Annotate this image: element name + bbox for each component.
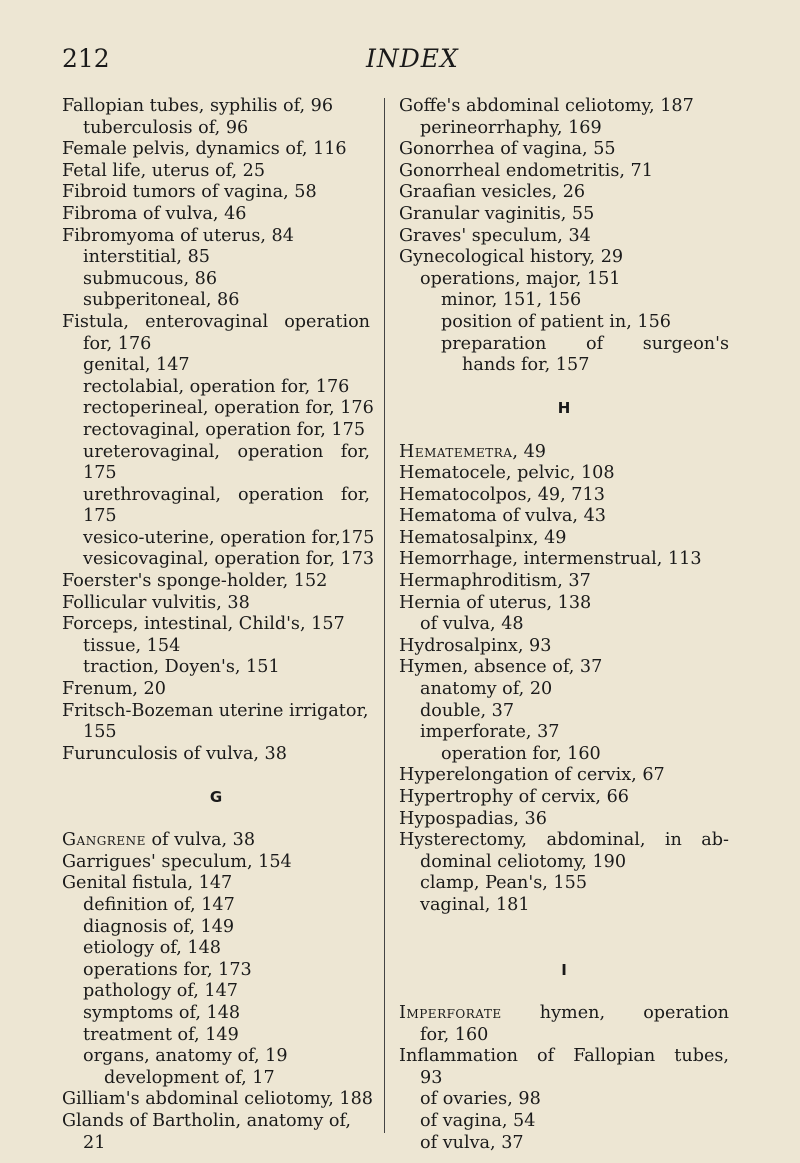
index-entry: Hematemetra, 49 [399,441,546,462]
index-entry: Hypertrophy of cervix, 66 [399,787,629,807]
index-subentry: diagnosis of, 149 [83,916,235,937]
section-letter-g: G [209,788,223,806]
index-subentry: anatomy of, 20 [420,679,553,700]
index-subentry: urethrovaginal, operation for, [83,484,370,505]
index-entry: Goffe's abdominal celiotomy, 187 [399,96,694,116]
index-subentry: rectoperineal, operation for, 176 [83,398,374,419]
index-subentry: operations for, 173 [83,959,252,980]
index-entry: Genital fistula, 147 [62,873,233,894]
index-subentry: rectovaginal, operation for, 175 [83,419,366,440]
index-subentry: for, 160 [420,1024,489,1045]
index-subentry: of vulva, 37 [420,1132,524,1153]
index-subentry: definition of, 147 [83,894,235,915]
index-subentry: treatment of, 149 [83,1024,239,1045]
index-entry: Gangrene of vulva, 38 [62,830,256,851]
index-subentry: 175 [83,506,117,527]
index-subentry: genital, 147 [83,355,190,376]
index-subentry: 175 [83,463,117,484]
index-subentry: development of, 17 [104,1067,275,1088]
index-entry: Fibromyoma of uterus, 84 [62,225,294,246]
index-entry: Hematosalpinx, 49 [399,527,567,548]
index-entry: Hernia of uterus, 138 [399,592,592,613]
index-subentry: subperitoneal, 86 [83,290,240,311]
index-subentry: perineorrhaphy, 169 [420,117,602,138]
index-subentry: ureterovaginal, operation for, [83,441,370,462]
page-header [0,44,800,78]
index-entry: Imperforate hymen, operation [399,1002,729,1023]
index-entry: Glands of Bartholin, anatomy of, [62,1110,351,1131]
index-entry: Fritsch-Bozeman uterine irrigator, [62,700,369,721]
section-letter-i: I [561,960,567,979]
index-subentry: traction, Doyen's, 151 [83,657,280,678]
index-entry: Hemorrhage, intermenstrual, 113 [399,549,702,570]
index-entry: Hematocolpos, 49, 713 [399,484,605,505]
index-subentry: operation for, 160 [441,743,601,764]
index-entry: Hysterectomy, abdominal, in ab- [399,830,729,851]
index-subentry: symptoms of, 148 [83,1002,241,1023]
section-letter-h: H [557,399,571,418]
index-subentry: tissue, 154 [83,635,181,656]
index-subentry: pathology of, 147 [83,981,239,1002]
index-entry: Hypospadias, 36 [399,808,547,829]
index-subentry: dominal celiotomy, 190 [420,851,627,872]
index-entry: Frenum, 20 [62,679,166,700]
index-entry: Forceps, intestinal, Child's, 157 [62,614,345,635]
index-subentry: vaginal, 181 [420,894,530,915]
index-entry: Hyperelongation of cervix, 67 [399,765,665,786]
index-subentry: organs, anatomy of, 19 [83,1046,288,1067]
index-subentry: operations, major, 151 [420,268,621,289]
index-subentry: of ovaries, 98 [420,1089,541,1110]
index-subentry: vesico-uterine, operation for,175 [83,527,375,548]
index-entry: Hermaphroditism, 37 [399,571,591,592]
index-entry: Graves' speculum, 34 [399,225,591,246]
index-entry: Fistula, enterovaginal operation [62,311,370,332]
index-subentry: minor, 151, 156 [441,290,582,311]
index-entry: Garrigues' speculum, 154 [62,851,292,872]
index-entry: Inflammation of Fallopian tubes, [399,1046,729,1067]
index-entry: Follicular vulvitis, 38 [62,592,250,613]
index-entry: Foerster's sponge-holder, 152 [62,571,328,592]
running-title: INDEX [366,44,459,73]
index-subentry: clamp, Pean's, 155 [420,873,588,894]
index-entry: Gilliam's abdominal celiotomy, 188 [62,1089,373,1110]
index-subentry: vesicovaginal, operation for, 173 [83,549,375,570]
index-subentry: etiology of, 148 [83,938,221,959]
index-entry: Graafian vesicles, 26 [399,182,586,203]
right-column [399,96,729,1154]
index-entry: Granular vaginitis, 55 [399,203,595,224]
index-subentry: for, 176 [83,333,152,354]
page-number: 212 [62,44,110,73]
index-entry: Fibroma of vulva, 46 [62,203,247,224]
index-entry: Fibroid tumors of vagina, 58 [62,182,317,203]
index-subentry: hands for, 157 [462,355,590,376]
index-subentry: interstitial, 85 [83,247,210,268]
index-entry: Hematocele, pelvic, 108 [399,463,615,484]
index-subentry: submucous, 86 [83,268,218,289]
left-column [62,96,375,1154]
index-entry: Furunculosis of vulva, 38 [62,743,287,764]
index-subentry: double, 37 [420,700,515,721]
index-entry: Fetal life, uterus of, 25 [62,160,266,181]
index-entry: Fallopian tubes, syphilis of, 96 [62,96,334,116]
index-entry: Gonorrheal endometritis, 71 [399,160,653,181]
index-entry: Gonorrhea of vagina, 55 [399,139,616,160]
index-subentry: 93 [420,1067,443,1088]
index-subentry: of vulva, 48 [420,614,524,635]
index-subentry: rectolabial, operation for, 176 [83,376,350,397]
index-entry: Hematoma of vulva, 43 [399,506,606,527]
index-subentry: 155 [83,722,117,743]
index-subentry: preparation of surgeon's [441,333,729,354]
index-subentry: imperforate, 37 [420,722,560,743]
column-divider [384,98,385,1133]
index-subentry: position of patient in, 156 [441,311,671,332]
index-subentry: tuberculosis of, 96 [83,117,249,138]
index-entry: Female pelvis, dynamics of, 116 [62,139,347,160]
index-subentry: 21 [83,1132,106,1153]
index-entry: Gynecological history, 29 [399,247,624,268]
index-entry: Hymen, absence of, 37 [399,657,603,678]
index-entry: Hydrosalpinx, 93 [399,635,552,656]
index-subentry: of vagina, 54 [420,1110,536,1131]
